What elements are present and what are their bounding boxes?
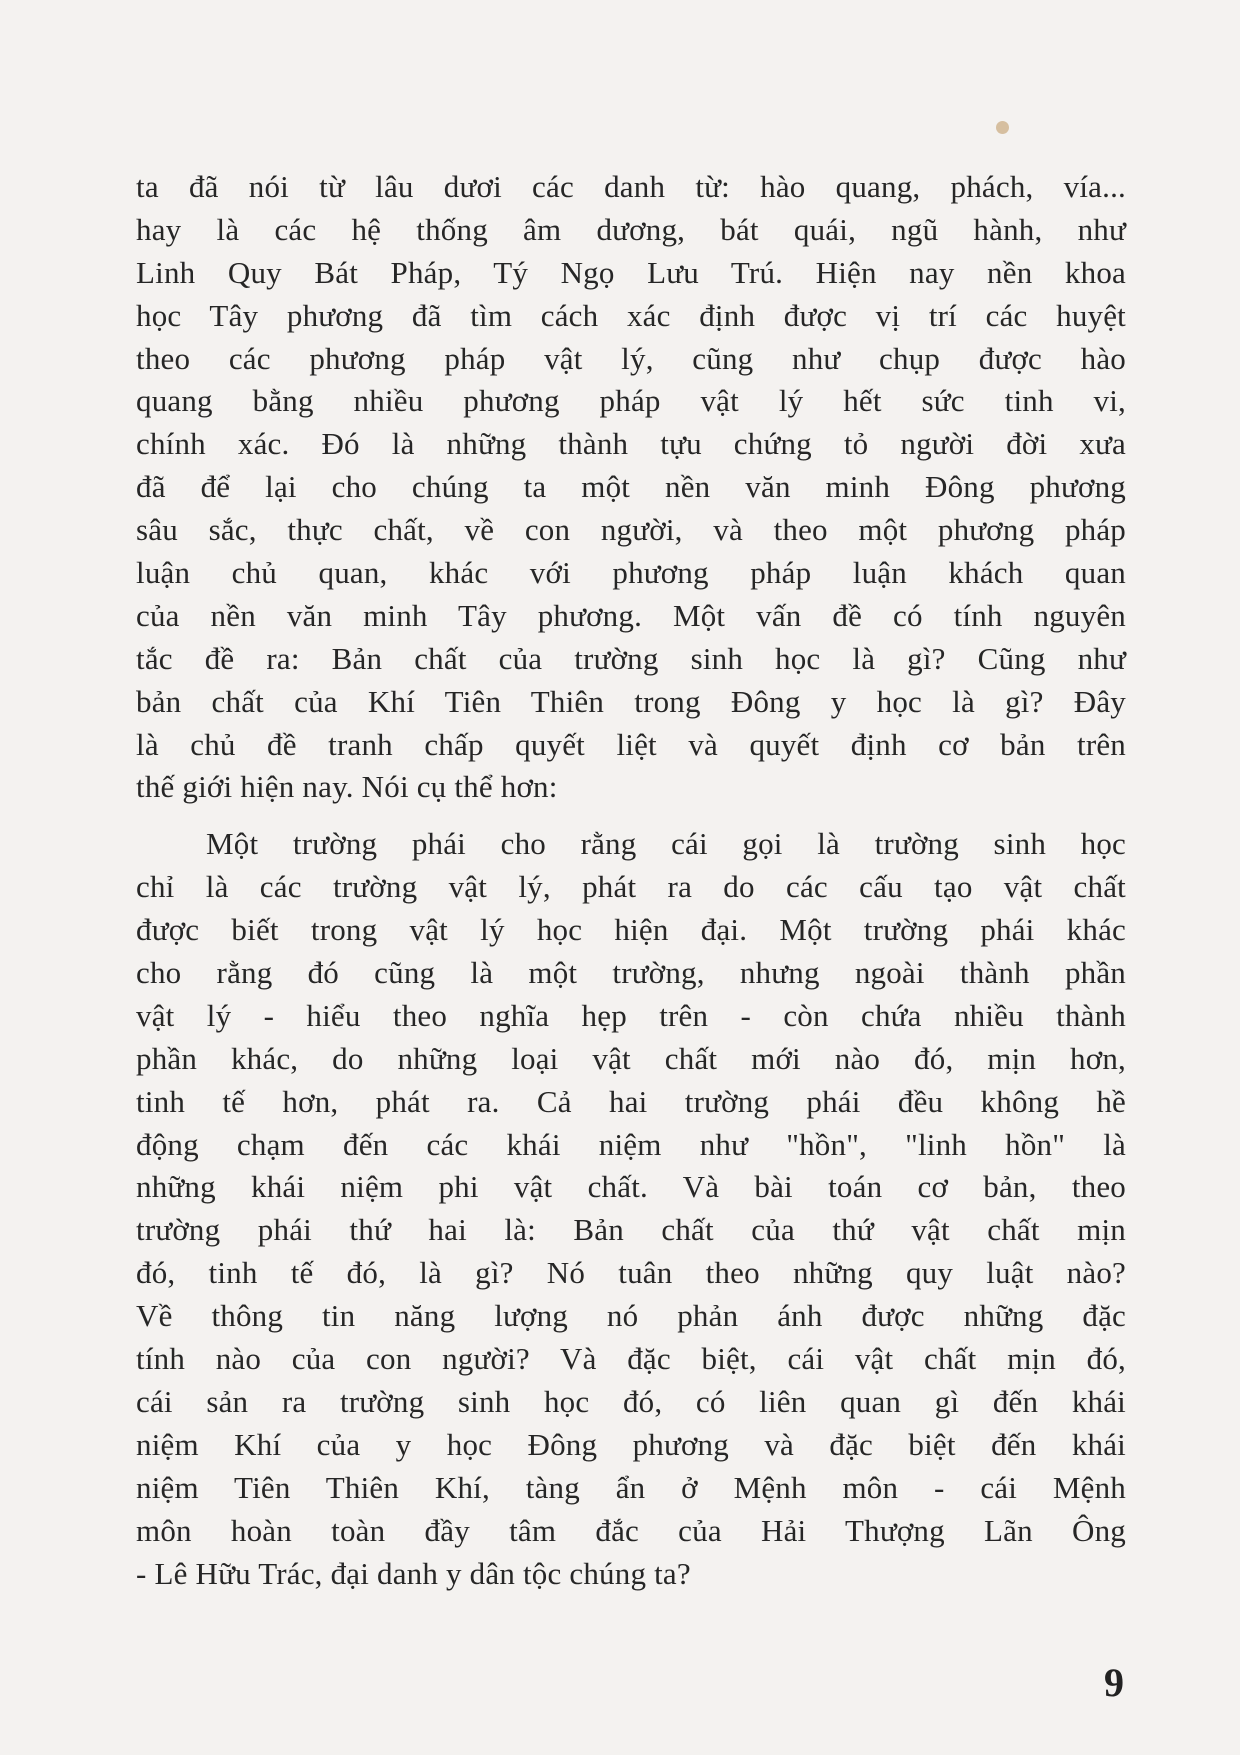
paragraph-gap xyxy=(136,809,1126,823)
text-line: sâu sắc, thực chất, về con người, và theo một phương pháp xyxy=(136,512,1126,548)
text-line: chỉ là các trường vật lý, phát ra do các cấu tạo vật chất xyxy=(136,869,1126,905)
text-line: theo các phương pháp vật lý, cũng như chụp được hào xyxy=(136,340,1126,376)
text-line: thế giới hiện nay. Nói cụ thể hơn: xyxy=(136,769,558,805)
text-line: học Tây phương đã tìm cách xác định được vị trí các huyệt xyxy=(136,297,1126,333)
text-line: niệm Tiên Thiên Khí, tàng ẩn ở Mệnh môn - cái Mệnh xyxy=(136,1469,1126,1505)
text-line: phần khác, do những loại vật chất mới nào đó, mịn hơn, xyxy=(136,1040,1126,1076)
text-line: những khái niệm phi vật chất. Và bài toán cơ bản, theo xyxy=(136,1169,1126,1205)
text-line: động chạm đến các khái niệm như "hồn", "linh hồn" là xyxy=(136,1126,1126,1162)
text-line: Một trường phái cho rằng cái gọi là trường sinh học xyxy=(206,826,1126,862)
page-number: 9 xyxy=(1104,1660,1124,1705)
paragraph-2 xyxy=(136,823,1126,1595)
text-line: quang bằng nhiều phương pháp vật lý hết sức tinh vi, xyxy=(136,383,1126,419)
text-line: đó, tinh tế đó, là gì? Nó tuân theo những quy luật nào? xyxy=(136,1255,1126,1291)
text-line: niệm Khí của y học Đông phương và đặc biệt đến khái xyxy=(136,1426,1126,1462)
text-line: là chủ đề tranh chấp quyết liệt và quyết định cơ bản trên xyxy=(136,726,1126,762)
text-line: hay là các hệ thống âm dương, bát quái, ngũ hành, như xyxy=(136,211,1126,247)
paper-speck xyxy=(996,121,1009,134)
text-line: ta đã nói từ lâu dươi các danh từ: hào quang, phách, vía... xyxy=(136,169,1126,204)
text-line: của nền văn minh Tây phương. Một vấn đề có tính nguyên xyxy=(136,597,1126,633)
paragraph-1 xyxy=(136,166,1126,809)
text-line: trường phái thứ hai là: Bản chất của thứ vật chất mịn xyxy=(136,1212,1126,1248)
body-text xyxy=(136,166,1126,1595)
text-line: bản chất của Khí Tiên Thiên trong Đông y học là gì? Đây xyxy=(136,683,1126,719)
text-line: đã để lại cho chúng ta một nền văn minh Đông phương xyxy=(136,469,1126,505)
text-line: cái sản ra trường sinh học đó, có liên quan gì đến khái xyxy=(136,1383,1126,1419)
text-line: tinh tế hơn, phát ra. Cả hai trường phái đều không hề xyxy=(136,1083,1126,1119)
text-line: tính nào của con người? Và đặc biệt, cái vật chất mịn đó, xyxy=(136,1341,1126,1377)
text-line: Linh Quy Bát Pháp, Tý Ngọ Lưu Trú. Hiện nay nền khoa xyxy=(136,254,1126,290)
text-line: luận chủ quan, khác với phương pháp luận khách quan xyxy=(136,555,1126,591)
text-line: cho rằng đó cũng là một trường, nhưng ngoài thành phần xyxy=(136,955,1126,991)
text-line: Về thông tin năng lượng nó phản ánh được những đặc xyxy=(136,1298,1126,1334)
text-line: chính xác. Đó là những thành tựu chứng tỏ người đời xưa xyxy=(136,426,1126,462)
text-line: - Lê Hữu Trác, đại danh y dân tộc chúng ta? xyxy=(136,1555,691,1591)
text-line: vật lý - hiểu theo nghĩa hẹp trên - còn chứa nhiều thành xyxy=(136,997,1126,1033)
text-line: được biết trong vật lý học hiện đại. Một trường phái khác xyxy=(136,912,1126,948)
text-line: tắc đề ra: Bản chất của trường sinh học là gì? Cũng như xyxy=(136,640,1126,676)
text-line: môn hoàn toàn đầy tâm đắc của Hải Thượng Lãn Ông xyxy=(136,1512,1126,1548)
